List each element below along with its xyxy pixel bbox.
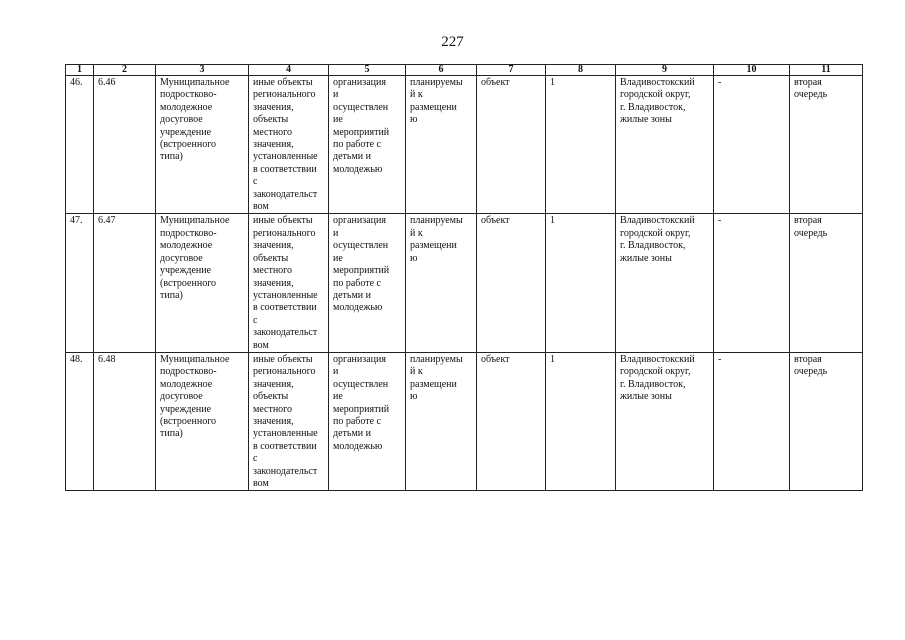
- object-zone: -: [714, 214, 790, 352]
- header-col-7: 7: [477, 65, 546, 76]
- object-unit: объект: [477, 76, 546, 214]
- object-purpose: организация и осуществлен ие мероприятий по работе с детьми и молодежью: [329, 76, 406, 214]
- object-location: Владивостокский городской округ, г. Владивосток, жилые зоны: [616, 352, 714, 490]
- row-number: 48.: [66, 352, 94, 490]
- row-code: 6.46: [94, 76, 156, 214]
- row-number: 47.: [66, 214, 94, 352]
- object-kind: иные объекты регионального значения, объекты местного значения, установленные в соответствии с законодательст вом: [249, 76, 329, 214]
- object-quantity: 1: [546, 352, 616, 490]
- object-purpose: организация и осуществлен ие мероприятий по работе с детьми и молодежью: [329, 352, 406, 490]
- object-status: планируемы й к размещени ю: [406, 76, 477, 214]
- page-number: 227: [441, 34, 464, 50]
- header-col-3: 3: [156, 65, 249, 76]
- row-code: 6.47: [94, 214, 156, 352]
- header-col-4: 4: [249, 65, 329, 76]
- object-name: Муниципальное подростково- молодежное досуговое учреждение (встроенного типа): [156, 214, 249, 352]
- object-name: Муниципальное подростково- молодежное досуговое учреждение (встроенного типа): [156, 76, 249, 214]
- objects-table: [65, 64, 863, 491]
- object-unit: объект: [477, 352, 546, 490]
- header-col-8: 8: [546, 65, 616, 76]
- header-col-10: 10: [714, 65, 790, 76]
- object-stage: вторая очередь: [790, 352, 863, 490]
- object-unit: объект: [477, 214, 546, 352]
- row-number: 46.: [66, 76, 94, 214]
- header-col-11: 11: [790, 65, 863, 76]
- object-quantity: 1: [546, 214, 616, 352]
- table-row: [66, 214, 863, 352]
- table-row: [66, 76, 863, 214]
- object-zone: -: [714, 76, 790, 214]
- header-col-6: 6: [406, 65, 477, 76]
- object-kind: иные объекты регионального значения, объекты местного значения, установленные в соответствии с законодательст вом: [249, 214, 329, 352]
- object-location: Владивостокский городской округ, г. Владивосток, жилые зоны: [616, 76, 714, 214]
- header-col-5: 5: [329, 65, 406, 76]
- object-kind: иные объекты регионального значения, объекты местного значения, установленные в соответствии с законодательст вом: [249, 352, 329, 490]
- table-row: [66, 352, 863, 490]
- object-zone: -: [714, 352, 790, 490]
- object-status: планируемы й к размещени ю: [406, 352, 477, 490]
- header-col-1: 1: [66, 65, 94, 76]
- object-stage: вторая очередь: [790, 214, 863, 352]
- row-code: 6.48: [94, 352, 156, 490]
- object-name: Муниципальное подростково- молодежное досуговое учреждение (встроенного типа): [156, 352, 249, 490]
- object-purpose: организация и осуществлен ие мероприятий по работе с детьми и молодежью: [329, 214, 406, 352]
- object-status: планируемы й к размещени ю: [406, 214, 477, 352]
- object-location: Владивостокский городской округ, г. Владивосток, жилые зоны: [616, 214, 714, 352]
- object-quantity: 1: [546, 76, 616, 214]
- table-header-row: [66, 65, 863, 76]
- header-col-9: 9: [616, 65, 714, 76]
- header-col-2: 2: [94, 65, 156, 76]
- object-stage: вторая очередь: [790, 76, 863, 214]
